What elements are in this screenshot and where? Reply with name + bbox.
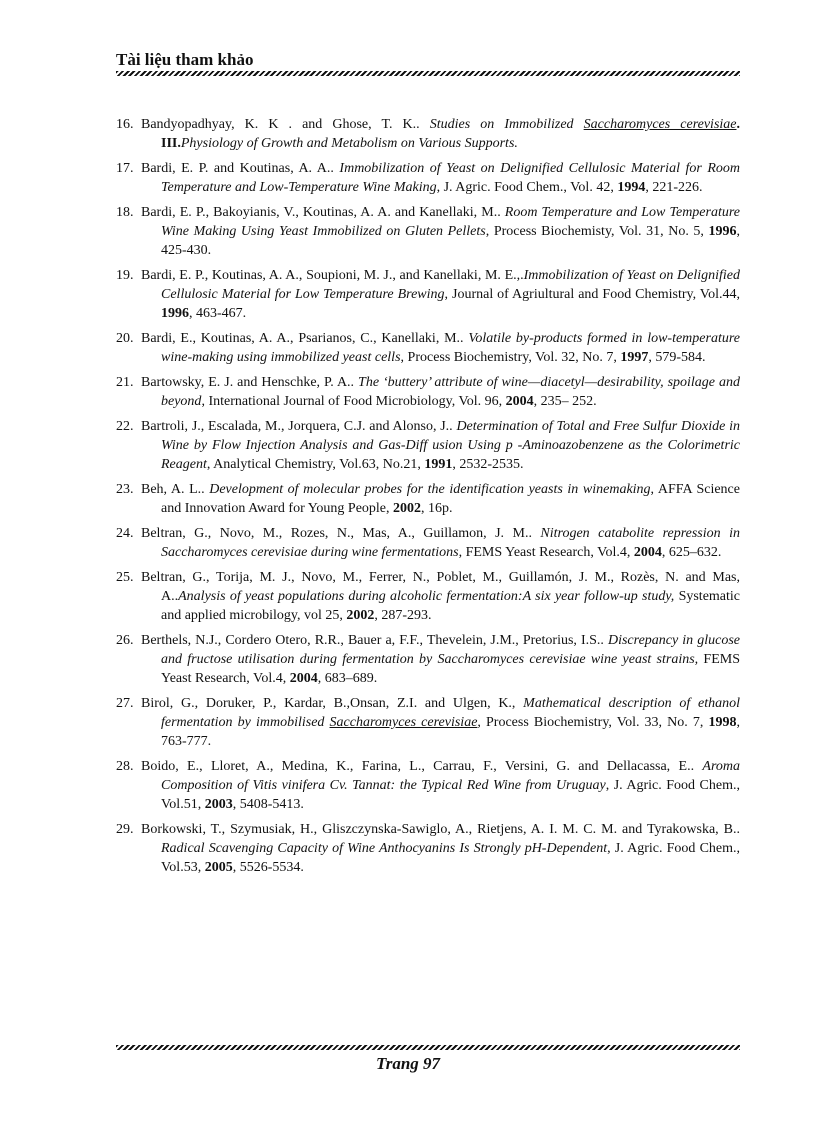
reference-number: 27. — [116, 696, 134, 711]
reference-text — [141, 568, 741, 625]
reference-segment: Nitrogen catabolite repression in Saccharomyces cerevisiae during wine fermentations — [161, 526, 740, 560]
reference-text — [141, 115, 740, 153]
reference-segment: 1996 — [161, 306, 189, 321]
reference-item — [116, 417, 740, 474]
reference-item — [116, 757, 740, 814]
reference-segment: , J. Agric. Food Chem., Vol. 42, — [436, 180, 618, 195]
reference-segment: Bardi, E. P. and Koutinas, A. A.. — [141, 161, 340, 176]
reference-item — [116, 631, 740, 688]
reference-segment: , Process Biochemisty, Vol. 31, No. 5, — [485, 224, 709, 239]
reference-number: 22. — [116, 419, 134, 434]
reference-number: 19. — [116, 268, 134, 283]
reference-segment: Mathematical description of ethanol fermentation by immobilised — [161, 696, 740, 730]
page-header-title: Tài liệu tham khảo — [116, 50, 254, 69]
reference-item — [116, 266, 740, 323]
reference-text — [141, 329, 740, 367]
reference-segment: Bartroli, J., Escalada, M., Jorquera, C.J. and Alonso, J.. — [141, 419, 457, 434]
reference-segment: Borkowski, T., Szymusiak, H., Gliszczynska-Sawiglo, A., Rietjens, A. I. M. C. M. and Tyrakowska, B.. — [141, 822, 740, 837]
reference-text — [141, 159, 740, 197]
reference-segment: Analysis of yeast populations during alcoholic fermentation:A six year follow-up study, — [178, 589, 675, 604]
reference-number: 20. — [116, 331, 134, 346]
reference-segment: 2003 — [204, 797, 233, 812]
reference-segment: 1998 — [708, 715, 737, 730]
reference-text — [141, 203, 741, 260]
reference-text — [141, 417, 740, 474]
reference-segment: Birol, G., Doruker, P., Kardar, B.,Onsan, Z.I. and Ulgen, K., — [141, 696, 524, 711]
reference-segment: Bartowsky, E. J. and Henschke, P. A.. — [141, 375, 359, 390]
reference-segment: , International Journal of Food Microbiology, Vol. 96, — [201, 394, 506, 409]
reference-segment: 2002 — [346, 608, 375, 623]
reference-segment: Development of molecular probes for the identification yeasts in winemaking — [209, 482, 651, 497]
reference-item — [116, 203, 740, 260]
reference-segment: , 579-584. — [648, 350, 706, 365]
reference-segment: , 463-467. — [189, 306, 247, 321]
reference-text — [141, 480, 740, 518]
reference-segment: , 16p. — [421, 501, 453, 516]
reference-segment: , 235– 252. — [533, 394, 597, 409]
reference-segment: , Process Biochemistry, Vol. 33, No. 7, — [477, 715, 709, 730]
reference-list — [116, 115, 740, 883]
header-divider — [116, 71, 740, 76]
reference-item — [116, 115, 740, 153]
reference-item — [116, 568, 740, 625]
reference-segment: , 625–632. — [661, 545, 722, 560]
reference-segment: Beltran, G., Torija, M. J., Novo, M., Ferrer, N., Poblet, M., Guillamón, J. M., Rozès, N. and Mas, A.. — [141, 570, 740, 604]
reference-number: 21. — [116, 375, 134, 390]
reference-segment: , J. Agric. Food Chem., Vol.51, — [161, 778, 740, 812]
reference-segment: , J. Agric. Food Chem., Vol.53, — [161, 841, 741, 875]
reference-segment: , Analytical Chemistry, Vol.63, No.21, — [206, 457, 425, 472]
reference-text — [141, 820, 741, 877]
reference-segment: 2004 — [289, 671, 318, 686]
reference-number: 16. — [116, 117, 134, 132]
reference-segment: , 683–689. — [317, 671, 378, 686]
reference-segment: 1994 — [617, 180, 646, 195]
reference-segment: , 287-293. — [374, 608, 432, 623]
reference-segment: 2002 — [393, 501, 422, 516]
reference-segment: Boido, E., Lloret, A., Medina, K., Farina, L., Carrau, F., Versini, G. and Dellacassa, E.. — [141, 759, 703, 774]
reference-number: 26. — [116, 633, 134, 648]
reference-segment: Beh, A. L.. — [141, 482, 210, 497]
reference-segment: Radical Scavenging Capacity of Wine Anthocyanins Is Strongly pH-Dependent — [161, 841, 608, 856]
footer-divider — [116, 1045, 740, 1050]
reference-text — [141, 694, 740, 751]
reference-segment: 1991 — [424, 457, 453, 472]
reference-segment: Aroma Composition of Vitis vinifera Cv. Tannat: the Typical Red Wine from Uruguay — [161, 759, 740, 793]
reference-segment: The ‘buttery’ attribute of wine—diacetyl—desirability, spoilage and beyond — [161, 375, 740, 409]
reference-item — [116, 480, 740, 518]
reference-segment: Bandyopadhyay, K. K . and Ghose, T. K.. — [141, 117, 430, 132]
reference-segment: , 763-777. — [161, 715, 740, 749]
reference-item — [116, 329, 740, 367]
reference-segment: Immobilization of Yeast on Delignified Cellulosic Material for Room Temperature and Low-Temperature Wine Making — [161, 161, 740, 195]
reference-segment: Bardi, E. P., Koutinas, A. A., Soupioni, M. J., and Kanellaki, M. E.,. — [141, 268, 524, 283]
reference-segment: , 221-226. — [645, 180, 703, 195]
reference-segment: 2005 — [204, 860, 233, 875]
reference-segment: 1996 — [708, 224, 737, 239]
reference-segment: Bardi, E. P., Bakoyianis, V., Koutinas, A. A. and Kanellaki, M.. — [141, 205, 505, 220]
reference-item — [116, 820, 740, 877]
reference-number: 29. — [116, 822, 134, 837]
reference-number: 17. — [116, 161, 134, 176]
reference-segment: , 2532-2535. — [452, 457, 524, 472]
reference-segment: 2004 — [505, 394, 534, 409]
reference-number: 23. — [116, 482, 134, 497]
page-number: Trang 97 — [375, 1054, 441, 1073]
reference-segment: 2004 — [633, 545, 662, 560]
reference-segment: , Journal of Agriultural and Food Chemistry, Vol.44, — [444, 287, 740, 302]
reference-segment: Room Temperature and Low Temperature Wine Making Using Yeast Immobilized on Gluten Pellets — [161, 205, 741, 239]
reference-segment: , 5408-5413. — [232, 797, 304, 812]
reference-segment: , AFFA Science and Innovation Award for Young People, — [161, 482, 740, 516]
reference-number: 24. — [116, 526, 134, 541]
reference-segment: Physiology of Growth and Metabolism on Various Supports. — [180, 136, 518, 151]
reference-segment: Volatile by-products formed in low-temperature wine-making using immobilized yeast cells — [161, 331, 740, 365]
reference-text — [141, 631, 740, 688]
reference-segment: . III. — [161, 117, 740, 151]
reference-segment: Saccharomyces cerevisiae — [583, 117, 737, 132]
reference-segment: 1997 — [620, 350, 649, 365]
reference-segment: Immobilization of Yeast on Delignified Cellulosic Material for Low Temperature Brewing — [161, 268, 740, 302]
reference-text — [141, 266, 740, 323]
reference-segment: , FEMS Yeast Research, Vol.4, — [458, 545, 634, 560]
reference-text — [141, 524, 740, 562]
reference-segment: Bardi, E., Koutinas, A. A., Psarianos, C., Kanellaki, M.. — [141, 331, 469, 346]
reference-segment: Berthels, N.J., Cordero Otero, R.R., Bauer a, F.F., Thevelein, J.M., Pretorius, I.S.. — [141, 633, 608, 648]
reference-item — [116, 159, 740, 197]
reference-segment: Systematic and applied microbilogy, vol 25, — [161, 589, 741, 623]
reference-segment: Beltran, G., Novo, M., Rozes, N., Mas, A., Guillamon, J. M.. — [141, 526, 541, 541]
reference-number: 18. — [116, 205, 134, 220]
reference-segment: , 5526-5534. — [232, 860, 304, 875]
reference-segment: Determination of Total and Free Sulfur Dioxide in Wine by Flow Injection Analysis and Gas-Diff usion Using p -Aminoazobenzene as the Colorimetric Reagent — [161, 419, 740, 472]
reference-text — [141, 373, 740, 411]
reference-item — [116, 694, 740, 751]
reference-item — [116, 524, 740, 562]
reference-segment: FEMS Yeast Research, Vol.4, — [161, 652, 740, 686]
reference-segment: , Process Biochemistry, Vol. 32, No. 7, — [400, 350, 621, 365]
reference-segment: Saccharomyces cerevisiae — [329, 715, 478, 730]
reference-number: 28. — [116, 759, 134, 774]
reference-item — [116, 373, 740, 411]
reference-text — [141, 757, 740, 814]
reference-segment: Discrepancy in glucose and fructose utilisation during fermentation by Saccharomyces cerevisiae wine yeast strains, — [161, 633, 740, 667]
reference-segment: Studies on Immobilized — [429, 117, 584, 132]
reference-segment: , 425-430. — [161, 224, 740, 258]
reference-number: 25. — [116, 570, 134, 585]
